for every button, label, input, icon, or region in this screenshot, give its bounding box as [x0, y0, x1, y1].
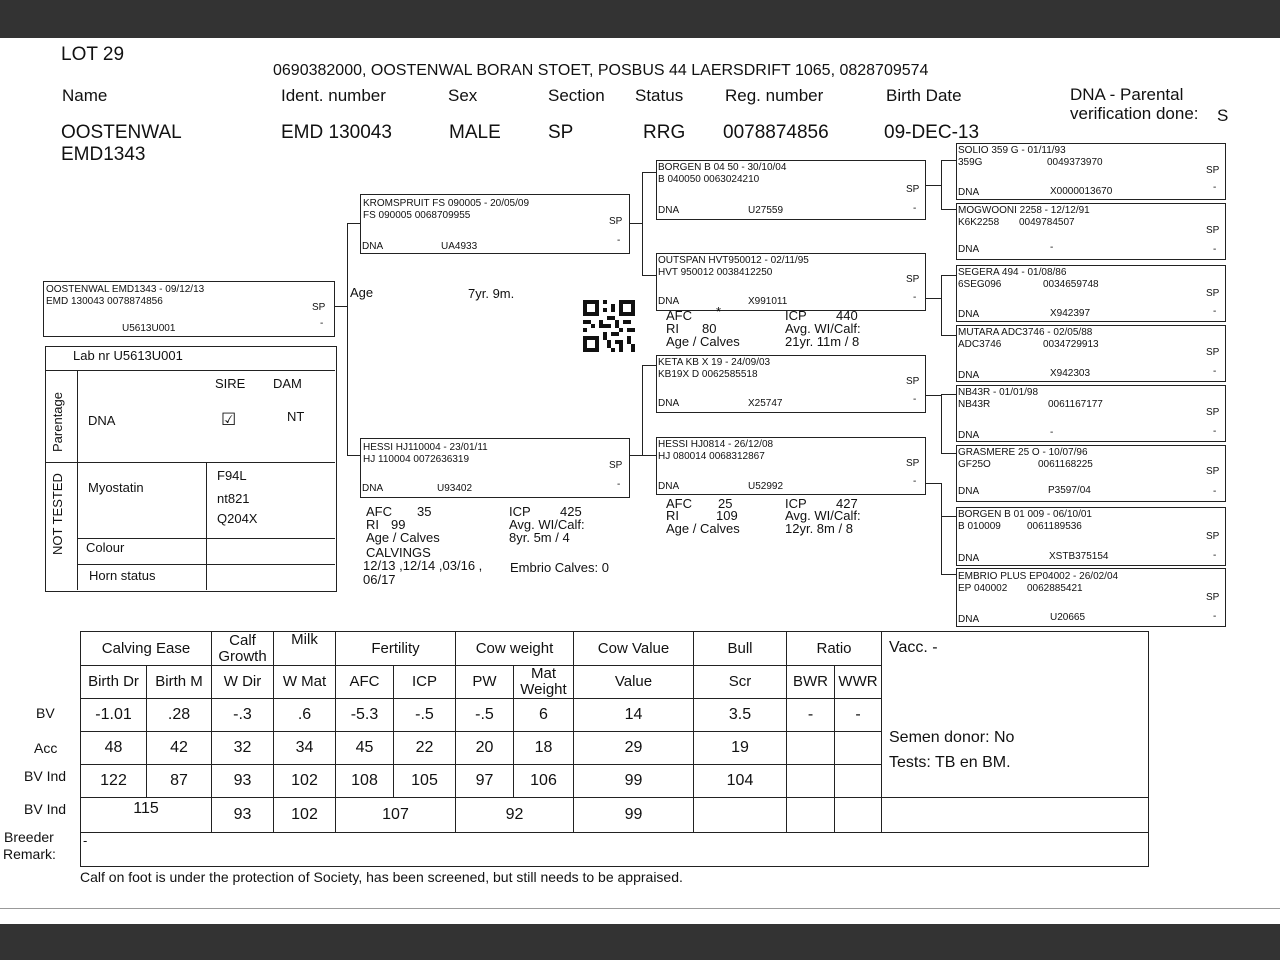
- dam-agecalves-label: Age / Calves: [366, 530, 440, 545]
- cell: 34: [274, 732, 336, 765]
- gp2-afc-label: AFC: [666, 308, 692, 323]
- cell: 104: [694, 765, 787, 798]
- lab-dam: DAM: [273, 376, 302, 391]
- animal-reg: 0078874856: [723, 122, 829, 143]
- col-pw: PW: [456, 666, 514, 699]
- gp4-agecalves: 12yr. 8m / 8: [785, 521, 853, 536]
- gp-2-dash: -: [913, 292, 917, 303]
- group-calving-ease: Calving Ease: [81, 632, 212, 666]
- ggp-8-line2b: 0062885421: [1027, 583, 1083, 594]
- col-icp: ICP: [394, 666, 456, 699]
- col-value: Value: [574, 666, 694, 699]
- cell: 3.5: [694, 699, 787, 732]
- dam-agecalves: 8yr. 5m / 4: [509, 530, 570, 545]
- animal-section: SP: [548, 122, 574, 143]
- lab-not-tested: NOT TESTED: [50, 473, 65, 555]
- ggp-box-7: [956, 507, 1226, 566]
- cell: -5.3: [336, 699, 394, 732]
- ggp-3-line2a: 6SEG096: [958, 279, 1002, 290]
- lab-horn: Horn status: [89, 568, 156, 583]
- dam-sp: SP: [609, 460, 623, 471]
- cell: [882, 798, 1149, 833]
- dam-dash: -: [617, 479, 621, 490]
- ggp-7-sp: SP: [1206, 531, 1220, 542]
- ggp-7-line2a: B 010009: [958, 521, 1001, 532]
- cell: 99: [574, 798, 694, 833]
- gp-1-line2: B 040050 0063024210: [658, 174, 760, 185]
- gp-box-4: [656, 437, 926, 495]
- ggp-1-dna: X0000013670: [1050, 186, 1113, 197]
- lot-number: LOT 29: [61, 44, 125, 65]
- cell: -.5: [394, 699, 456, 732]
- lab-myostatin: Myostatin: [88, 480, 144, 495]
- gp-2-title: OUTSPAN HVT950012 - 02/11/95: [658, 255, 809, 266]
- cell: 14: [574, 699, 694, 732]
- gp4-afc-label: AFC: [666, 496, 692, 511]
- lab-colour: Colour: [86, 540, 125, 555]
- col-wwr: WWR: [835, 666, 882, 699]
- lab-myo-3: Q204X: [217, 511, 258, 526]
- cell: 102: [274, 798, 336, 833]
- cell: -.5: [456, 699, 514, 732]
- dam-calvings-label: CALVINGS: [366, 545, 431, 560]
- gp-1-title: BORGEN B 04 50 - 30/10/04: [658, 162, 787, 173]
- cell: 48: [81, 732, 147, 765]
- group-calf-growth: Calf Growth: [212, 632, 274, 666]
- gp2-icp-label: ICP: [785, 308, 807, 323]
- dam-title: HESSI HJ110004 - 23/01/11: [363, 442, 488, 453]
- gp4-icp: 427: [836, 496, 858, 511]
- animal-birth: 09-DEC-13: [884, 122, 980, 143]
- gp-4-dna: U52992: [748, 481, 784, 492]
- animal-status: RRG: [643, 122, 686, 143]
- animal-name-1: OOSTENWAL: [61, 122, 182, 143]
- ggp-4-line2b: 0034729913: [1043, 339, 1099, 350]
- dam-line2: HJ 110004 0072636319: [363, 454, 470, 465]
- header-ident: Ident. number: [281, 86, 386, 105]
- ggp-6-dna: P3597/04: [1048, 485, 1091, 496]
- cell: .28: [147, 699, 212, 732]
- footer-note: Calf on foot is under the protection of Society, has been screened, but still needs to be appraised.: [80, 869, 683, 885]
- cell: 93: [212, 765, 274, 798]
- ggp-4-dna-label: DNA: [958, 370, 980, 381]
- ggp-5-dash: -: [1213, 426, 1217, 437]
- gp-4-title: HESSI HJ0814 - 26/12/08: [658, 439, 774, 450]
- performance-table: [80, 631, 1149, 867]
- ggp-2-dna-label: DNA: [958, 244, 980, 255]
- cell: [835, 765, 882, 798]
- group-cow-value: Cow Value: [574, 632, 694, 666]
- ggp-4-dash: -: [1213, 366, 1217, 377]
- bottom-bar: [0, 924, 1280, 960]
- gp-2-dna: X991011: [748, 296, 788, 307]
- cell: [787, 765, 835, 798]
- lab-title: Lab nr U5613U001: [73, 348, 183, 363]
- subject-title: OOSTENWAL EMD1343 - 09/12/13: [46, 284, 205, 295]
- row-label-acc: Acc: [34, 740, 58, 756]
- cell: 92: [456, 798, 574, 833]
- animal-sex: MALE: [449, 122, 501, 143]
- ggp-6-sp: SP: [1206, 466, 1220, 477]
- row-label-bv-ind-2: BV Ind: [24, 801, 67, 817]
- checkbox-icon: ☑: [221, 410, 237, 429]
- ggp-5-dna-label: DNA: [958, 430, 980, 441]
- tests-text: Tests: TB en BM.: [889, 754, 1011, 771]
- gp2-agecalves-label: Age / Calves: [666, 334, 740, 349]
- ggp-5-line2b: 0061167177: [1048, 399, 1103, 410]
- gp-3-title: KETA KB X 19 - 24/09/03: [658, 357, 771, 368]
- cell: 105: [394, 765, 456, 798]
- col-scr: Scr: [694, 666, 787, 699]
- cell: [787, 798, 835, 833]
- gp-1-dna: U27559: [748, 205, 784, 216]
- cell: 32: [212, 732, 274, 765]
- group-bull: Bull: [694, 632, 787, 666]
- dam-icp-label: ICP: [509, 504, 531, 519]
- gp-2-line2: HVT 950012 0038412250: [658, 267, 773, 278]
- ggp-7-dna-label: DNA: [958, 553, 980, 564]
- gp2-icp: 440: [836, 308, 858, 323]
- header-section: Section: [548, 86, 605, 105]
- dam-afc: 35: [417, 504, 432, 519]
- dam-embrio: Embrio Calves: 0: [510, 560, 609, 575]
- gp-2-sp: SP: [906, 274, 920, 285]
- subject-dna: U5613U001: [122, 323, 176, 334]
- ggp-1-line2b: 0049373970: [1047, 157, 1103, 168]
- breeder-label-2: Remark:: [3, 846, 56, 862]
- ggp-6-dash: -: [1213, 486, 1217, 497]
- group-ratio: Ratio: [787, 632, 882, 666]
- col-w-mat: W Mat: [274, 666, 336, 699]
- sire-dna-label: DNA: [362, 241, 384, 252]
- ggp-8-sp: SP: [1206, 592, 1220, 603]
- dam-dna: U93402: [437, 483, 473, 494]
- ggp-8-dash: -: [1213, 611, 1217, 622]
- ggp-2-title: MOGWOONI 2258 - 12/12/91: [958, 205, 1090, 216]
- cell: -: [835, 699, 882, 732]
- ggp-2-line2b: 0049784507: [1019, 217, 1075, 228]
- ggp-3-title: SEGERA 494 - 01/08/86: [958, 267, 1067, 278]
- sire-dash: -: [617, 235, 621, 246]
- cell: 99: [574, 765, 694, 798]
- ggp-3-dna-label: DNA: [958, 309, 980, 320]
- dam-calvings-1: 12/13 ,12/14 ,03/16 ,: [363, 558, 483, 573]
- lab-sire: SIRE: [215, 376, 246, 391]
- lab-parentage: Parentage: [50, 392, 65, 452]
- dam-afc-label: AFC: [366, 504, 392, 519]
- gp4-agecalves-label: Age / Calves: [666, 521, 740, 536]
- subject-sp: SP: [312, 302, 326, 313]
- dam-ri: 99: [391, 517, 406, 532]
- ggp-box-4: [956, 325, 1226, 382]
- gp-3-dna-label: DNA: [658, 398, 680, 409]
- ggp-1-title: SOLIO 359 G - 01/11/93: [958, 145, 1066, 156]
- row-label-bv-ind: BV Ind: [24, 768, 67, 784]
- ggp-box-3: [956, 265, 1226, 322]
- cell: 45: [336, 732, 394, 765]
- gp-3-sp: SP: [906, 376, 920, 387]
- header-status: Status: [635, 86, 684, 105]
- ggp-3-dna: X942397: [1050, 308, 1091, 319]
- ggp-4-sp: SP: [1206, 347, 1220, 358]
- cell: 29: [574, 732, 694, 765]
- ggp-4-line2a: ADC3746: [958, 339, 1002, 350]
- header-birth: Birth Date: [886, 86, 962, 105]
- divider: [0, 908, 1280, 909]
- ggp-7-title: BORGEN B 01 009 - 06/10/01: [958, 509, 1092, 520]
- cell: 107: [336, 798, 456, 833]
- cell: 22: [394, 732, 456, 765]
- cell: -: [787, 699, 835, 732]
- cell: -.3: [212, 699, 274, 732]
- dam-calvings-2: 06/17: [363, 572, 396, 587]
- sire-dna: UA4933: [441, 241, 478, 252]
- gp2-ri: 80: [702, 321, 717, 336]
- animal-ident: EMD 130043: [281, 122, 392, 143]
- subject-box: [43, 281, 335, 337]
- ggp-4-title: MUTARA ADC3746 - 02/05/88: [958, 327, 1093, 338]
- ggp-6-dna-label: DNA: [958, 486, 980, 497]
- gp4-afc: 25: [718, 496, 733, 511]
- gp2-wi-label: Avg. WI/Calf:: [785, 321, 861, 336]
- dam-box: [360, 438, 630, 498]
- age-value: 7yr. 9m.: [468, 286, 515, 301]
- ggp-6-line2a: GF25O: [958, 459, 991, 470]
- gp-3-dash: -: [913, 394, 917, 405]
- dam-icp: 425: [560, 504, 582, 519]
- header-dna-value: S: [1217, 106, 1229, 125]
- cell: 42: [147, 732, 212, 765]
- cell: -1.01: [81, 699, 147, 732]
- sire-line2: FS 090005 0068709955: [363, 210, 471, 221]
- cell: 20: [456, 732, 514, 765]
- ggp-1-sp: SP: [1206, 165, 1220, 176]
- ggp-2-line2a: K6K2258: [958, 217, 1000, 228]
- header-name: Name: [62, 86, 108, 105]
- lab-dna: DNA: [88, 413, 116, 428]
- gp-4-line2: HJ 080014 0068312867: [658, 451, 765, 462]
- notes-cell: [882, 632, 1149, 798]
- ggp-1-dna-label: DNA: [958, 187, 980, 198]
- cell: .6: [274, 699, 336, 732]
- gp-box-2: [656, 253, 926, 311]
- col-birth-dr: Birth Dr: [81, 666, 147, 699]
- dam-ri-label: RI: [366, 517, 379, 532]
- gp4-icp-label: ICP: [785, 496, 807, 511]
- gp2-ri-label: RI: [666, 321, 679, 336]
- ggp-3-line2b: 0034659748: [1043, 279, 1099, 290]
- dam-wi-label: Avg. WI/Calf:: [509, 517, 585, 532]
- gp-3-dna: X25747: [748, 398, 783, 409]
- ggp-5-line2a: NB43R: [958, 399, 991, 410]
- ggp-6-title: GRASMERE 25 O - 10/07/96: [958, 447, 1088, 458]
- dam-dna-label: DNA: [362, 483, 384, 494]
- ggp-4-dna: X942303: [1050, 368, 1091, 379]
- age-label: Age: [350, 285, 374, 300]
- gp-box-3: [656, 355, 926, 413]
- breeder-remark-value: -: [81, 833, 1149, 867]
- ggp-7-dna: XSTB375154: [1049, 551, 1109, 562]
- sire-title: KROMSPRUIT FS 090005 - 20/05/09: [363, 198, 530, 209]
- ggp-8-dna-label: DNA: [958, 614, 980, 625]
- ggp-7-dash: -: [1213, 550, 1217, 561]
- cell: 122: [81, 765, 147, 798]
- gp4-ri-label: RI: [666, 508, 679, 523]
- gp2-agecalves: 21yr. 11m / 8: [785, 334, 860, 349]
- ggp-5-title: NB43R - 01/01/98: [958, 387, 1039, 398]
- col-afc: AFC: [336, 666, 394, 699]
- ggp-box-5: [956, 385, 1226, 442]
- semen-text: Semen donor: No: [889, 729, 1015, 746]
- lab-nt: NT: [287, 409, 305, 424]
- ggp-3-sp: SP: [1206, 288, 1220, 299]
- ggp-1-dash: -: [1213, 182, 1217, 193]
- ggp-8-dna: U20665: [1050, 612, 1086, 623]
- ggp-box-2: [956, 203, 1226, 260]
- ggp-3-dash: -: [1213, 306, 1217, 317]
- row-label-bv: BV: [36, 705, 55, 721]
- col-bwr: BWR: [787, 666, 835, 699]
- header-reg: Reg. number: [725, 86, 824, 105]
- ggp-box-6: [956, 445, 1226, 502]
- subject-dash: -: [320, 318, 324, 329]
- cell: 115: [81, 798, 212, 833]
- gp-4-sp: SP: [906, 458, 920, 469]
- subject-line2: EMD 130043 0078874856: [46, 296, 163, 307]
- group-fertility: Fertility: [336, 632, 456, 666]
- cell: [835, 732, 882, 765]
- cell: [787, 732, 835, 765]
- gp-box-1: [656, 160, 926, 220]
- breeder-label-1: Breeder: [4, 829, 54, 845]
- ggp-box-8: [956, 568, 1226, 627]
- cell: [835, 798, 882, 833]
- cell: 6: [514, 699, 574, 732]
- top-bar: [0, 0, 1280, 38]
- gp2-afc: *: [716, 304, 722, 319]
- owner-line: 0690382000, OOSTENWAL BORAN STOET, POSBUS 44 LAERSDRIFT 1065, 0828709574: [273, 62, 929, 79]
- gp-3-line2: KB19X D 0062585518: [658, 369, 758, 380]
- ggp-8-title: EMBRIO PLUS EP04002 - 26/02/04: [958, 571, 1119, 582]
- cell: 87: [147, 765, 212, 798]
- gp-1-sp: SP: [906, 184, 920, 195]
- qr-code-icon: [583, 300, 635, 352]
- gp-2-dna-label: DNA: [658, 296, 680, 307]
- sire-sp: SP: [609, 216, 623, 227]
- gp-1-dna-label: DNA: [658, 205, 680, 216]
- header-dna-2: verification done:: [1070, 104, 1199, 123]
- cell: 102: [274, 765, 336, 798]
- lab-myo-2: nt821: [217, 491, 250, 506]
- col-mat-weight: Mat Weight: [514, 666, 574, 699]
- gp4-ri: 109: [716, 508, 738, 523]
- ggp-2-dash: -: [1213, 244, 1217, 255]
- gp-1-dash: -: [913, 203, 917, 214]
- ggp-5-sp: SP: [1206, 407, 1220, 418]
- gp-4-dash: -: [913, 476, 917, 487]
- gp4-wi-label: Avg. WI/Calf:: [785, 508, 861, 523]
- cell: 18: [514, 732, 574, 765]
- ggp-5-dna: -: [1050, 427, 1054, 438]
- header-dna-1: DNA - Parental: [1070, 85, 1184, 104]
- row-bv-ind-2: [81, 798, 1149, 833]
- cell: 108: [336, 765, 394, 798]
- cell: 97: [456, 765, 514, 798]
- gp-4-dna-label: DNA: [658, 481, 680, 492]
- group-cow-weight: Cow weight: [456, 632, 574, 666]
- ggp-6-line2b: 0061168225: [1038, 459, 1093, 470]
- col-w-dir: W Dir: [212, 666, 274, 699]
- lab-myo-1: F94L: [217, 468, 247, 483]
- col-birth-m: Birth M: [147, 666, 212, 699]
- ggp-2-dna: -: [1050, 242, 1054, 253]
- header-sex: Sex: [448, 86, 478, 105]
- cell: 106: [514, 765, 574, 798]
- ggp-2-sp: SP: [1206, 225, 1220, 236]
- cell: 93: [212, 798, 274, 833]
- group-milk: Milk: [274, 632, 336, 666]
- vacc-text: Vacc. -: [889, 639, 938, 656]
- cell: 19: [694, 732, 787, 765]
- ggp-1-line2a: 359G: [958, 157, 983, 168]
- ggp-7-line2b: 0061189536: [1027, 521, 1082, 532]
- animal-name-2: EMD1343: [61, 144, 146, 165]
- sire-box: [360, 194, 630, 254]
- cell: [694, 798, 787, 833]
- ggp-8-line2a: EP 040002: [958, 583, 1008, 594]
- ggp-box-1: [956, 143, 1226, 200]
